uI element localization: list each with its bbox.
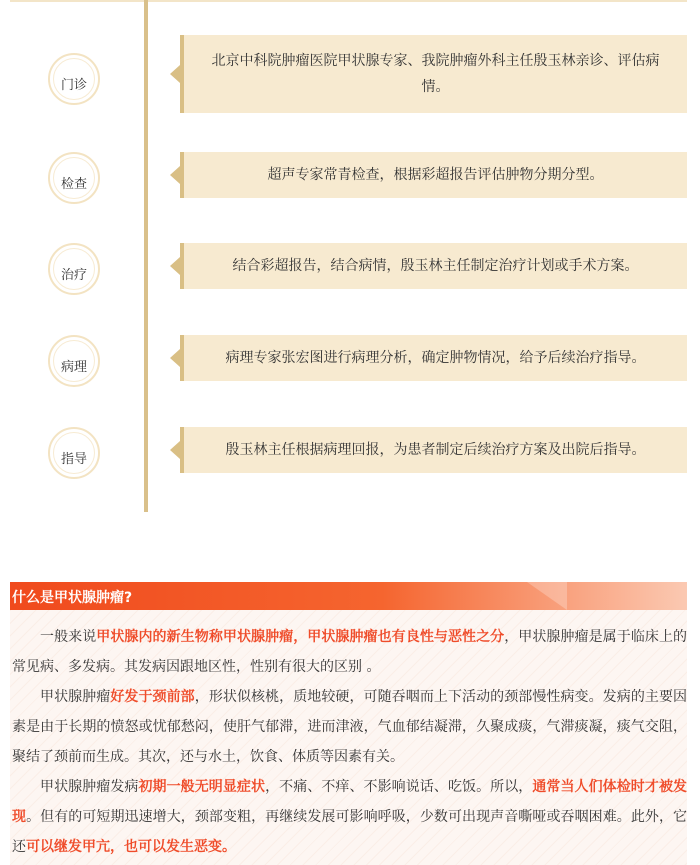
paragraph	[12, 682, 687, 772]
step-text: 超声专家常青检查，根据彩超报告评估肿物分期分型。	[267, 167, 604, 183]
step-examination	[0, 150, 700, 210]
highlight-text: 甲状腺内的新生物称甲状腺肿瘤，甲状腺肿瘤也有良性与恶性之分	[96, 629, 505, 645]
step-card	[180, 335, 687, 381]
step-card	[180, 243, 687, 289]
step-guidance	[0, 425, 700, 485]
body-text: 。但有的可短期迅速增大，颈部变粗，再继续发展可影响呼吸，少数可出现声音嘶哑或吞咽困难。此外，它还	[12, 809, 688, 855]
step-badge	[48, 53, 100, 105]
what-is-thyroid-tumor-section	[10, 582, 687, 865]
section-title: 什么是甲状腺肿瘤?	[12, 590, 133, 606]
step-text: 殷玉林主任根据病理回报，为患者制定后续治疗方案及出院后指导。	[225, 442, 646, 458]
highlight-text: 初期一般无明显症状	[138, 779, 266, 795]
paragraph	[12, 622, 687, 682]
highlight-text: 可以继发甲亢，也可以发生恶变。	[26, 839, 236, 855]
step-pathology	[0, 333, 700, 393]
paragraph	[12, 772, 687, 862]
step-text: 病理专家张宏图进行病理分析，确定肿物情况，给予后续治疗指导。	[225, 350, 646, 366]
body-text: ，形状似核桃，质地较硬，可随吞咽而上下活动的颈部慢性病变。发病的主要因素是由于长期的愤怒或忧郁愁闷，使肝气郁滞，进而津液，气血郁结凝滞，久聚成痰，气滞痰凝，痰气交阻，聚结了颈前而生成。其次，还与水土，饮食、体质等因素有关。	[12, 689, 688, 765]
body-text: 甲状腺肿瘤发病	[40, 779, 139, 795]
step-label: 治疗	[60, 267, 87, 283]
step-badge	[48, 427, 100, 479]
highlight-text: 好发于颈前部	[110, 689, 195, 705]
step-badge	[48, 335, 100, 387]
body-text: 一般来说	[40, 629, 97, 645]
top-divider	[10, 0, 687, 2]
section-header	[10, 582, 687, 610]
step-label: 门诊	[60, 77, 87, 93]
step-outpatient	[0, 45, 700, 105]
step-label: 指导	[60, 451, 87, 467]
step-card	[180, 427, 687, 473]
step-badge	[48, 243, 100, 295]
step-treatment	[0, 240, 700, 300]
step-text: 北京中科院肿瘤医院甲状腺专家、我院肿瘤外科主任殷玉林亲诊、评估病情。	[211, 53, 660, 95]
section-body	[10, 610, 687, 865]
step-card	[180, 35, 687, 113]
step-text: 结合彩超报告，结合病情，殷玉林主任制定治疗计划或手术方案。	[232, 258, 639, 274]
step-card	[180, 152, 687, 198]
body-text: ，不痛、不痒、不影响说话、吃饭。所以，	[265, 779, 533, 795]
step-label: 病理	[60, 359, 87, 375]
step-label: 检查	[60, 176, 87, 192]
step-badge	[48, 152, 100, 204]
body-text: ，甲状腺肿瘤是属于临床上的常见病、多发病。其发病因跟地区性，性别有很大的区别 。	[12, 629, 688, 675]
highlight-text: 通常当人们体检时才被发现	[12, 779, 688, 825]
body-text: 甲状腺肿瘤	[40, 689, 111, 705]
